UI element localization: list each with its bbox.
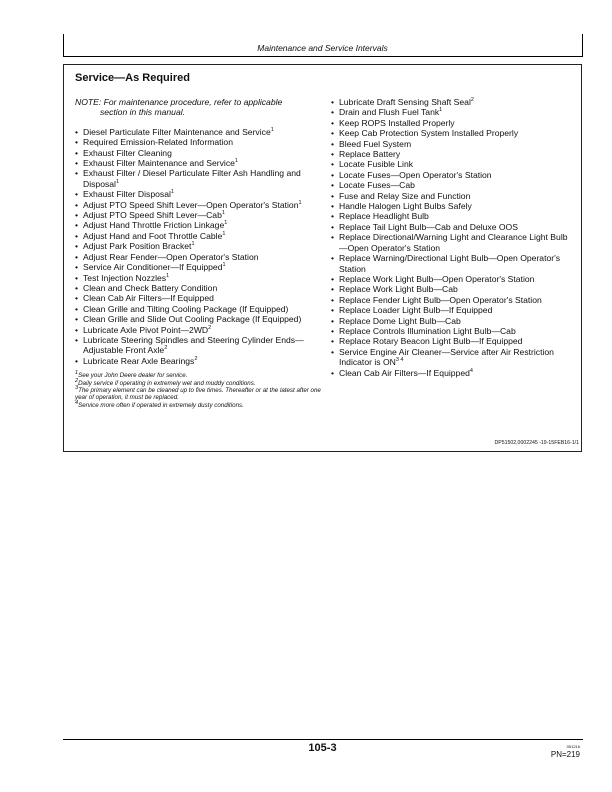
list-item [331, 274, 576, 284]
item-text: Replace Work Light Bulb—Open Operator's Station [339, 273, 535, 284]
item-text: Replace Directional/Warning Light and Clearance Light Bulb—Open Operator's Station [339, 232, 568, 253]
item-text: Keep Cab Protection System Installed Properly [339, 128, 519, 139]
footnote-ref: 2 [470, 97, 474, 104]
footnote-text: See your John Deere dealer for service. [78, 372, 188, 380]
item-text: Adjust Rear Fender—Open Operator's Station [83, 251, 259, 262]
footnote-ref: 4 [469, 367, 473, 374]
footnote-ref: 1 [222, 262, 226, 269]
footnote-ref: 2 [194, 355, 198, 362]
item-text: Locate Fuses—Cab [339, 180, 415, 191]
item-text: Test Injection Nozzles [83, 272, 167, 283]
item-text: Service Engine Air Cleaner—Service after Air Restriction Indicator is ON [339, 346, 554, 368]
list-item [331, 368, 576, 378]
item-text: Bleed Fuel System [339, 138, 412, 149]
footnote-ref: 1 [166, 272, 170, 279]
item-text: Locate Fuses—Open Operator's Station [339, 169, 492, 180]
list-item [75, 241, 325, 251]
item-text: Replace Controls Illumination Light Bulb—Cab [339, 325, 516, 336]
footnote-text: The primary element can be cleaned up to five times. Thereafter or at the latest after one year of operation, it must be replaced. [75, 386, 321, 402]
list-item [331, 118, 576, 128]
document-id: DP51502,0002245 -19-15FEB16-1/1 [494, 440, 579, 446]
footnote-ref: 1 [222, 231, 226, 238]
list-item [331, 191, 576, 201]
header-rule [63, 56, 583, 57]
footnote-ref: 1 [234, 158, 238, 165]
item-text: Exhaust Filter / Diesel Particulate Filter Ash Handling and Disposal [83, 168, 301, 189]
footnote-text: Service more often if operated in extremely dusty conditions. [78, 401, 244, 409]
item-text: Lubricate Draft Sensing Shaft Seal [339, 97, 471, 107]
page-number: 105-3 [308, 742, 337, 754]
left-item-list [75, 127, 325, 366]
item-text: Adjust Hand and Foot Throttle Cable [83, 230, 223, 241]
list-item [331, 316, 576, 326]
note-line-1: NOTE: For maintenance procedure, refer to applicable [75, 97, 283, 107]
item-text: Clean Grille and Slide Out Cooling Package (If Equipped) [83, 314, 302, 325]
item-text: Replace Loader Light Bulb—If Equipped [339, 305, 493, 316]
item-text: Exhaust Filter Maintenance and Service [83, 158, 235, 169]
pn-label: PN=219 [550, 750, 580, 759]
list-item [75, 200, 325, 210]
footnote-ref: 3 4 [395, 357, 404, 364]
running-header: Maintenance and Service Intervals [257, 43, 388, 53]
item-text: Exhaust Filter Cleaning [83, 147, 172, 158]
list-item [331, 305, 576, 315]
item-text: Clean Cab Air Filters—If Equipped [83, 293, 214, 304]
footnote-ref: 1 [170, 189, 174, 196]
item-text: Exhaust Filter Disposal [83, 189, 171, 200]
list-item [331, 128, 576, 138]
item-text: Adjust PTO Speed Shift Lever—Cab [83, 210, 222, 221]
right-item-list [331, 97, 576, 378]
list-item [75, 137, 325, 147]
list-item [331, 107, 576, 117]
list-item [75, 189, 325, 199]
item-text: Clean Grille and Tilting Cooling Package (If Equipped) [83, 303, 289, 314]
list-item [75, 273, 325, 283]
footer-rule [63, 739, 583, 740]
list-item [331, 347, 576, 368]
note-line-2: section in this manual. [100, 107, 186, 118]
item-text: Handle Halogen Light Bulbs Safely [339, 201, 472, 212]
footnote-ref: 2 [208, 324, 212, 331]
item-text: Keep ROPS Installed Properly [339, 117, 455, 128]
list-item [331, 284, 576, 294]
right-column [331, 97, 576, 378]
list-item [331, 211, 576, 221]
footnote [75, 372, 325, 379]
list-item [75, 158, 325, 168]
item-text: Lubricate Rear Axle Bearings [83, 355, 195, 366]
list-item [75, 252, 325, 262]
list-item [75, 262, 325, 272]
list-item [331, 232, 576, 253]
item-text: Adjust PTO Speed Shift Lever—Open Operator's Station [83, 199, 299, 210]
list-item [331, 149, 576, 159]
list-item [75, 220, 325, 230]
footnote-ref: 1 [221, 210, 225, 217]
footnote [75, 384, 325, 402]
list-item [75, 127, 325, 137]
item-text: Clean and Check Battery Condition [83, 282, 218, 293]
list-item [75, 148, 325, 158]
list-item [75, 335, 325, 356]
footnote-ref: 1 [224, 220, 228, 227]
footnote-ref: 1 [439, 107, 443, 114]
list-item [75, 231, 325, 241]
footnote-number: 3 [75, 384, 79, 391]
list-item [331, 159, 576, 169]
item-text: Drain and Flush Fuel Tank [339, 107, 440, 118]
item-text: Service Air Conditioner—If Equipped [83, 262, 223, 273]
section-title: Service—As Required [75, 72, 190, 84]
list-item [331, 201, 576, 211]
item-text: Clean Cab Air Filters—If Equipped [339, 367, 470, 378]
footnote [75, 377, 325, 387]
list-item [75, 293, 325, 303]
item-text: Replace Work Light Bulb—Cab [339, 284, 458, 295]
footnote-ref: 1 [298, 199, 302, 206]
item-text: Replace Warning/Directional Light Bulb—Open Operator's Station [339, 253, 561, 274]
item-text: Replace Headlight Bulb [339, 211, 429, 222]
list-item [331, 222, 576, 232]
item-text: Replace Fender Light Bulb—Open Operator's Station [339, 294, 542, 305]
list-item [331, 253, 576, 274]
item-text: Adjust Park Position Bracket [83, 241, 192, 252]
list-item [75, 168, 325, 189]
item-text: Replace Tail Light Bulb—Cab and Deluxe OOS [339, 221, 518, 232]
footnotes [75, 372, 325, 409]
item-text: Replace Dome Light Bulb—Cab [339, 315, 461, 326]
list-item [75, 283, 325, 293]
list-item [75, 325, 325, 335]
list-item [75, 210, 325, 220]
item-text: Lubricate Axle Pivot Point—2WD [83, 324, 209, 335]
footnote-text: Daily service if operating in extremely wet and muddy conditions. [78, 379, 256, 387]
list-item [331, 170, 576, 180]
item-text: Replace Rotary Beacon Light Bulb—If Equipped [339, 336, 523, 347]
item-text: Diesel Particulate Filter Maintenance and Service [83, 126, 271, 137]
item-text: Lubricate Steering Spindles and Steering Cylinder Ends—Adjustable Front Axle [83, 334, 304, 356]
maintenance-note [75, 97, 325, 118]
list-item [75, 304, 325, 314]
list-item [331, 180, 576, 190]
item-text: Fuse and Relay Size and Function [339, 190, 471, 201]
list-item [75, 356, 325, 366]
footnote-ref: 1 [115, 178, 120, 185]
footnote-number: 4 [75, 399, 79, 406]
footnote-ref: 2 [164, 345, 168, 352]
item-text: Locate Fusible Link [339, 159, 414, 170]
item-text: Replace Battery [339, 149, 401, 160]
list-item [331, 336, 576, 346]
item-text: Adjust Hand Throttle Friction Linkage [83, 220, 225, 231]
footnote-number: 2 [75, 377, 79, 384]
footer-code: 051216 [566, 744, 580, 749]
list-item [75, 314, 325, 324]
list-item [331, 326, 576, 336]
footnote-number: 1 [75, 370, 79, 377]
list-item [331, 97, 576, 107]
footnote [75, 399, 325, 409]
list-item [331, 139, 576, 149]
footnote-ref: 1 [270, 126, 274, 133]
footnote-ref: 1 [191, 241, 195, 248]
list-item [331, 295, 576, 305]
left-column [75, 97, 325, 409]
item-text: Required Emission-Related Information [83, 137, 233, 148]
